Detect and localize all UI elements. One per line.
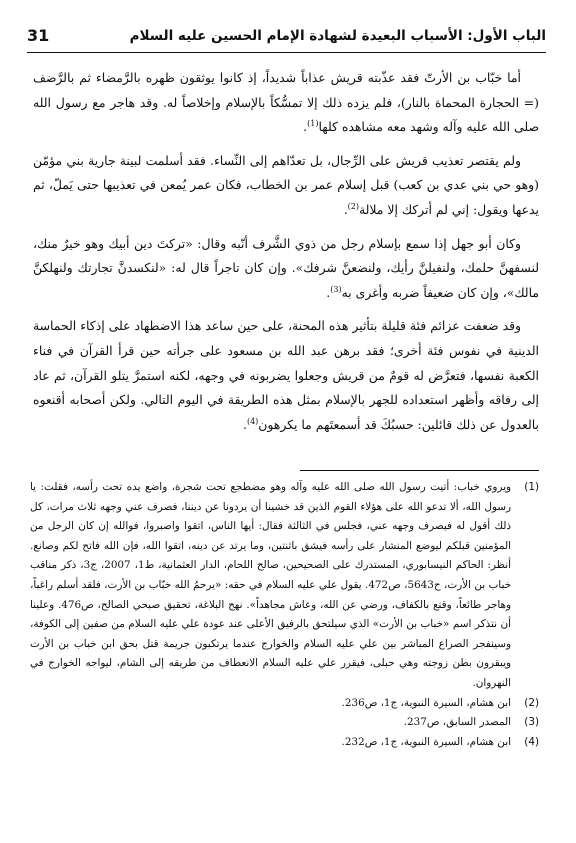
footnote-text: ابن هشام، السيرة النبوية، ج1، ص236. bbox=[341, 696, 511, 709]
footnote-number: (2) bbox=[524, 696, 539, 709]
footnote-ref[interactable]: (4) bbox=[246, 416, 259, 426]
footnote-ref[interactable]: (2) bbox=[347, 201, 359, 211]
paragraph: وقد ضعفت عزائم فئة قليلة بتأثير هذه المحنة، على حين ساعد هذا الاضطهاد على إذكاء الحماسة الدينية في نفوس فئة أخرى؛ فقد برهن عبد الله بن مسعود على جرأته حين قرأ القرآن في فناء الكعبة نفسها، فتعرَّض له قومٌ من قريش وجعلوا يضربونه في وجهه، لكنه استمرَّ يتلو القرآن، ثم عاد إلى رفاقه وأظهر استعداده للجهر بالإسلام بمثل هذه الطريقة في اليوم التالي. ولكن أصحابه أقنعوه بالعدول عن ذلك قائلين: حسبُكَ قد أسمعتَهم ما يكرهون$^{(4)}$. bbox=[33, 318, 539, 432]
main-text bbox=[33, 66, 539, 446]
chapter-title: الباب الأول: الأسباب البعيدة لشهادة الإمام الحسين عليه السلام bbox=[129, 28, 546, 44]
header-rule bbox=[27, 52, 546, 53]
paragraph: ولم يقتصر تعذيب قريش على الرِّجال، بل تعدّاهم إلى النِّساء. فقد أسلمت لبينة جارية بني مؤمّن (وهو حي بني عدي بن كعب) قبل إسلام عمر بن الخطاب، فكان عمر يُمعن في تعذيبها حتى يَملّ، ثم يدعها ويقول: إني لم أتركك إلا ملالة$^{(2)}$. bbox=[33, 152, 539, 217]
footnote-separator bbox=[300, 470, 539, 471]
footnote bbox=[30, 478, 539, 694]
footnote-number: (4) bbox=[524, 735, 539, 748]
paragraph: وكان أبو جهل إذا سمع بإسلام رجل من ذوي الشَّرف أنّبه وقال: «تركتَ دين أبيك وهو خيرٌ منك، لنسفهنَّ حلمك، ولنفيلنَّ رأيك، ولنضعنَّ شرفك». وإن كان تاجراً قال له: «لنكسدنَّ تجارتك ولنهلكنَّ مالك»، وإن كان ضعيفاً ضربه وأغرى به$^{(3)}$. bbox=[33, 235, 539, 300]
footnote-text: ويروي خباب: أتيت رسول الله صلى الله عليه وآله وهو مضطجع تحت شجرة، واضع يده تحت رأسه، فقلت: يا رسول الله، ألا تدعو الله على هؤلاء القوم الذين قد خشينا أن يردونا عن ديننا، فصرف عني وجهه ثلاث مرات، كل ذلك أقول له فيصرف وجهه عني، فجلس في الثالثة فقال: أيها الناس، اتقوا واصبروا، فوالله إن كان الرجل من المؤمنين قبلكم ليوضع المنشار على رأسه فيشق باثنتين، وما يرتد عن دينه، اتقوا الله، فإن الله فاتح لكم وصانع. أنظر: الحاكم النيسابوري، المستدرك على الصحيحين، صالح اللحام، الدار العثمانية، ط1، 2007، ج3، ذكر مناقب خباب بن الأرت، ح5643، ص472. يقول علي عليه السلام في حقه: «يرحمُ الله خبّاب بن الأرت، فلقد أسلم راغباً، وهاجر طائعاً، وقنع بالكفاف، ورضي عن الله، وعاش مجاهداً». نهج البلاغة، تحقيق صبحي الصالح، ص476. وعلينا أن نتذكر اسم «خباب بن الأرت» الذي سيلتحق بالرفيق الأعلى عند عودة علي عليه السلام من صفين إلى الكوفة، وسينفجر الصراع المباشر بين علي عليه السلام والخوارج عندما يرتكبون جريمة قتل بحق ابن خباب بن الأرت ويبقرون بطن زوجته وهي حبلى، فيقرر علي عليه السلام الانعطاف من طريقه إلى الشام، ليواجه الخوارج في النهروان. bbox=[30, 481, 512, 689]
footnote bbox=[30, 713, 539, 733]
footnote-text: ابن هشام، السيرة النبوية، ج1، ص232. bbox=[341, 735, 511, 748]
paragraph: أما خبّاب بن الأرتّ فقد عذّبته قريش عذاباً شديداً، إذ كانوا يوثقون ظهره بالرَّمضاء ثم بالرَّضف (= الحجارة المحماة بالنار)، فلم يزده ذلك إلا تمسُّكاً بالإسلام وإخلاصاً له. وقد هاجر مع رسول الله صلى الله عليه وآله وشهد معه مشاهده كلها$^{(1)}$. bbox=[33, 70, 539, 135]
footnote-ref[interactable]: (1) bbox=[307, 119, 319, 129]
footnote-number: (3) bbox=[524, 716, 539, 729]
page-number: 31 bbox=[27, 26, 50, 45]
footnote-ref[interactable]: (3) bbox=[330, 284, 342, 294]
footnote bbox=[30, 733, 539, 753]
running-header bbox=[27, 26, 546, 50]
footnotes bbox=[30, 478, 539, 752]
footnote bbox=[30, 694, 539, 714]
footnote-number: (1) bbox=[524, 481, 539, 493]
footnote-text: المصدر السابق، ص237. bbox=[403, 716, 511, 729]
